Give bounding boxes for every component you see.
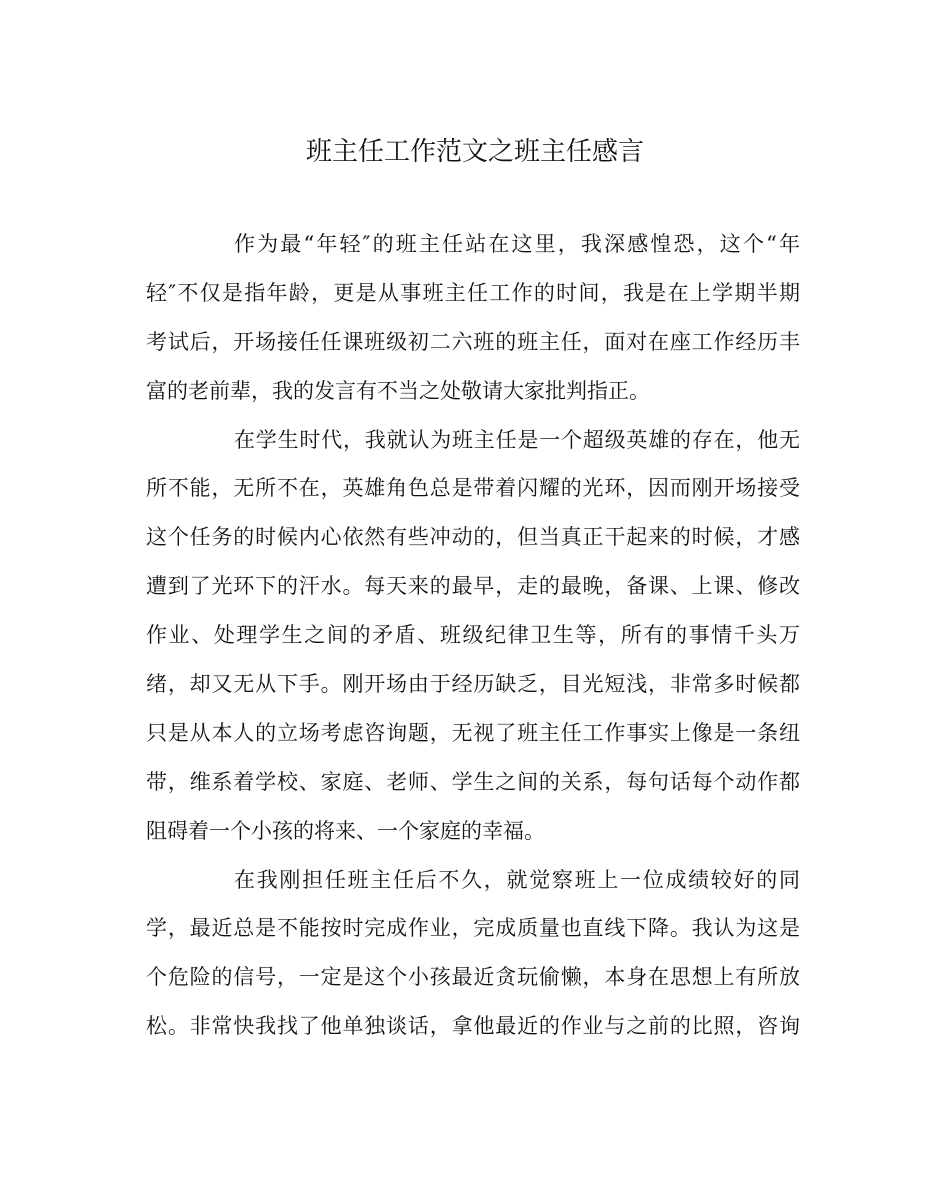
text-line: 学，最近总是不能按时完成作业，完成质量也直线下降。我认为这是 <box>146 916 800 941</box>
paragraph-3 <box>146 856 800 1052</box>
paragraph-1 <box>146 220 800 416</box>
text-line: 绪，却又无从下手。刚开场由于经历缺乏，目光短浅，非常多时候都 <box>146 672 800 697</box>
text-line: 作为最“年轻″的班主任站在这里，我深感惶恐，这个“年 <box>234 232 800 256</box>
text-line: 作业、处理学生之间的矛盾、班级纪律卫生等，所有的事情千头万 <box>146 623 800 648</box>
text-line: 在学生时代，我就认为班主任是一个超级英雄的存在，他无 <box>234 427 800 452</box>
text-line: 所不能，无所不在，英雄角色总是带着闪耀的光环，因而刚开场接受 <box>146 476 800 501</box>
text-line: 富的老前辈，我的发言有不当之处敬请大家批判指正。 <box>146 378 650 403</box>
text-line: 带，维系着学校、家庭、老师、学生之间的关系，每句话每个动作都 <box>146 769 800 794</box>
text-line: 这个任务的时候内心依然有些冲动的，但当真正干起来的时候，才感 <box>146 525 800 550</box>
document-body <box>146 220 800 1051</box>
page-title: 班主任工作范文之班主任感言 <box>305 137 644 167</box>
text-line: 个危险的信号，一定是这个小孩最近贪玩偷懒，本身在思想上有所放 <box>146 965 800 990</box>
text-line: 只是从本人的立场考虑咨询题，无视了班主任工作事实上像是一条纽 <box>146 720 800 745</box>
text-line: 在我刚担任班主任后不久，就觉察班上一位成绩较好的同 <box>234 867 800 892</box>
paragraph-2 <box>146 416 800 856</box>
text-line: 考试后，开场接任任课班级初二六班的班主任，面对在座工作经历丰 <box>146 329 800 354</box>
text-line: 轻″不仅是指年龄，更是从事班主任工作的时间，我是在上学期半期 <box>146 280 800 305</box>
text-line: 遭到了光环下的汗水。每天来的最早，走的最晚，备课、上课、修改 <box>146 574 800 599</box>
text-line: 松。非常快我找了他单独谈话，拿他最近的作业与之前的比照，咨询 <box>146 1014 800 1039</box>
text-line: 阻碍着一个小孩的将来、一个家庭的幸福。 <box>146 818 545 843</box>
